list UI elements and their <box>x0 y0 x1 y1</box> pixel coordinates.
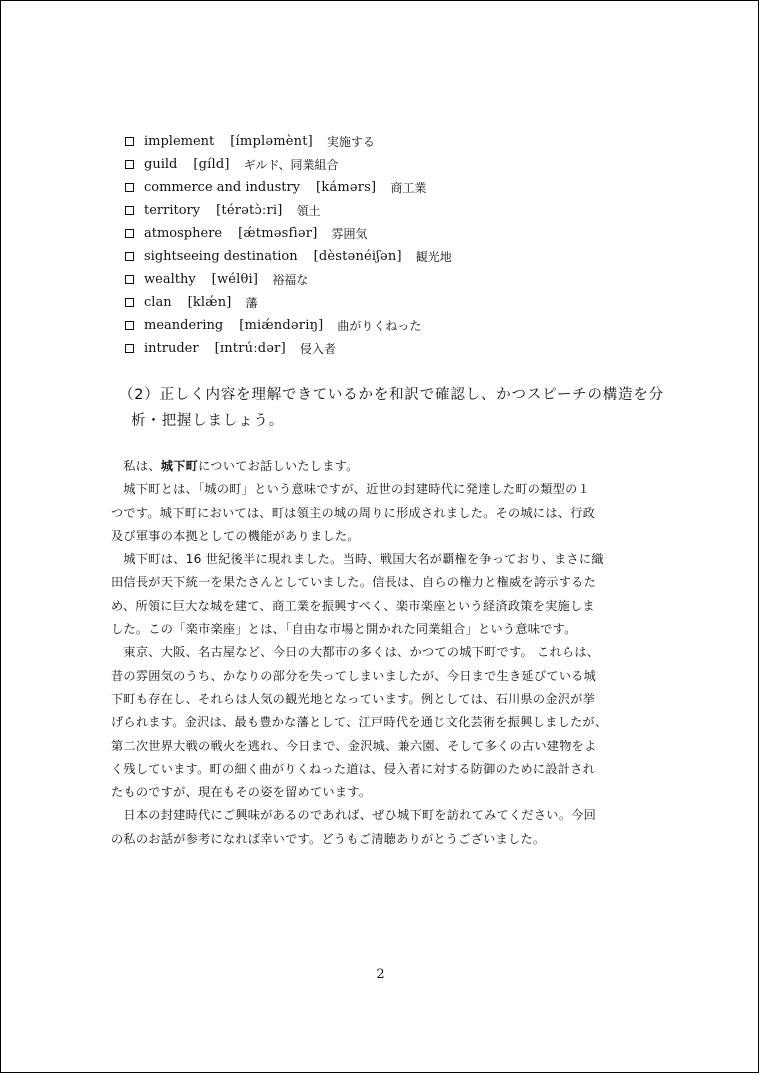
page-number: 2 <box>376 967 385 982</box>
vocab-word: commerce and industry <box>144 179 301 195</box>
vocab-meaning: 藩 <box>245 295 258 310</box>
vocab-word: territory <box>144 202 201 218</box>
list-item <box>125 245 685 268</box>
speech-line: 日本の封建時代にご興味があるのであれば、ぜひ城下町を訪れてみてください。今回 <box>111 808 597 823</box>
checkbox-icon[interactable] <box>125 229 134 238</box>
vocab-pronunciation: [ímpləmènt] <box>230 133 313 149</box>
list-item <box>125 337 685 360</box>
checkbox-icon[interactable] <box>125 160 134 169</box>
speech-line: 城下町とは、「城の町」という意味ですが、近世の封建時代に発達した町の類型の１ <box>111 482 590 497</box>
vocab-meaning: 実施する <box>326 134 375 149</box>
vocab-word: clan <box>144 294 172 310</box>
speech-line: 下町も存在し、それらは人気の観光地となっています。例としては、石川県の金沢が挙 <box>111 691 596 706</box>
list-item <box>125 176 685 199</box>
vocab-meaning: 曲がりくねった <box>337 318 422 333</box>
speech-text <box>111 455 667 851</box>
vocabulary-list <box>125 130 685 360</box>
speech-line: した。この「楽市楽座」とは、「自由な市場と開かれた同業組合」という意味です。 <box>111 622 577 637</box>
speech-line: 第二次世界大戦の戦火を逃れ、今日まで、金沢城、兼六園、そして多くの古い建物をよ <box>111 738 597 753</box>
vocab-word: sightseeing destination <box>144 248 298 264</box>
speech-line: 及び軍事の本拠としての機能がありました。 <box>111 528 360 543</box>
list-item <box>125 130 685 153</box>
checkbox-icon[interactable] <box>125 321 134 330</box>
vocab-word: guild <box>144 156 178 172</box>
list-item <box>125 314 685 337</box>
speech-line: く残しています。町の細く曲がりくねった道は、侵入者に対する防御のために設計され <box>111 761 596 776</box>
list-item <box>125 291 685 314</box>
vocab-pronunciation: [klǽn] <box>187 294 232 310</box>
checkbox-icon[interactable] <box>125 275 134 284</box>
vocab-meaning: 領土 <box>296 203 321 218</box>
vocab-word: meandering <box>144 317 224 333</box>
vocab-pronunciation: [kámərs] <box>316 179 377 195</box>
speech-line: げられます。金沢は、最も豊かな藩として、江戸時代を通じ文化芸術を振興しましたが、 <box>111 715 608 730</box>
vocab-pronunciation: [wélθi] <box>211 271 259 287</box>
checkbox-icon[interactable] <box>125 183 134 192</box>
task-instruction <box>119 382 664 434</box>
vocab-meaning: 侵入者 <box>299 341 336 356</box>
speech-topic-bold: 城下町 <box>160 459 199 473</box>
speech-line: 昔の雰囲気のうち、かなりの部分を失ってしまいましたが、今日まで生き延びている城 <box>111 668 597 683</box>
vocab-word: atmosphere <box>144 225 223 241</box>
vocab-pronunciation: [ɪntrúːdər] <box>214 340 286 356</box>
vocab-meaning: 観光地 <box>415 249 452 264</box>
list-item <box>125 268 685 291</box>
speech-line: の私のお話が参考になれば幸いです。どうもご清聴ありがとうございました。 <box>111 831 546 846</box>
checkbox-icon[interactable] <box>125 298 134 307</box>
vocab-meaning: 裕福な <box>272 272 309 287</box>
speech-intro-post: についてお話しいたします。 <box>198 459 359 473</box>
checkbox-icon[interactable] <box>125 344 134 353</box>
speech-line: 城下町は、16 世紀後半に現れました。当時、戦国大名が覇権を争っており、まさに織 <box>111 552 604 567</box>
list-item <box>125 199 685 222</box>
vocab-pronunciation: [ǽtməsfìər] <box>238 225 318 241</box>
checkbox-icon[interactable] <box>125 252 134 261</box>
speech-line: たものですが、現在もその姿を留めています。 <box>111 785 372 800</box>
list-item <box>125 153 685 176</box>
list-item <box>125 222 685 245</box>
checkbox-icon[interactable] <box>125 206 134 215</box>
vocab-word: implement <box>144 133 215 149</box>
task-line: 析・把握しましょう。 <box>131 413 284 429</box>
vocab-pronunciation: [miǽndəriŋ] <box>239 317 324 333</box>
speech-line: 田信長が天下統一を果たさんとしていました。信長は、自らの権力と権威を誇示するた <box>111 575 597 590</box>
vocab-pronunciation: [gíld] <box>193 156 230 172</box>
task-line: （2）正しく内容を理解できているかを和訳で確認し、かつスピーチの構造を分 <box>119 387 664 403</box>
speech-line <box>111 455 667 478</box>
speech-line: 東京、大阪、名古屋など、今日の大都市の多くは、かつての城下町です。 これらは、 <box>111 645 600 660</box>
vocab-meaning: 商工業 <box>390 180 427 195</box>
vocab-word: wealthy <box>144 271 196 287</box>
checkbox-icon[interactable] <box>125 137 134 146</box>
vocab-meaning: 雰囲気 <box>331 226 368 241</box>
vocab-meaning: ギルド、同業組合 <box>243 157 339 172</box>
speech-line: つです。城下町においては、町は領主の城の周りに形成されました。その城には、行政 <box>111 505 596 520</box>
vocab-pronunciation: [dèstənéiʃən] <box>313 248 402 264</box>
speech-intro-pre: 私は、 <box>111 459 161 473</box>
vocab-word: intruder <box>144 340 199 356</box>
speech-line: め、所領に巨大な城を建て、商工業を振興すべく、楽市楽座という経済政策を実施しま <box>111 598 595 613</box>
vocab-pronunciation: [térətɔ̀ːri] <box>216 202 283 218</box>
